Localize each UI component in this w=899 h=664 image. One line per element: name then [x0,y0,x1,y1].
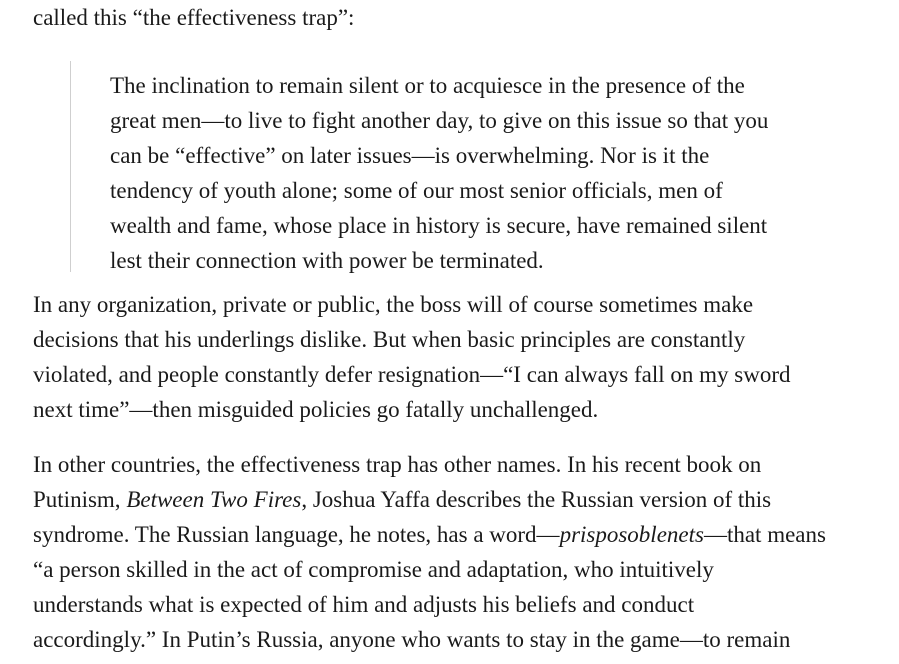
text-segment: Putinism, [33,487,127,512]
article-body [33,0,883,657]
paragraph-organization [33,287,883,427]
russian-term: prisposoblenets [559,522,704,547]
book-title: Between Two Fires [126,487,302,512]
text-line: understands what is expected of him and adjusts his beliefs and conduct [33,592,695,617]
text-line: called this “the effectiveness trap”: [33,5,355,30]
block-quote [70,61,883,272]
text-segment: , Joshua Yaffa describes the Russian version of this [301,487,772,512]
lead-line [33,0,883,35]
text-line: next time”—then misguided policies go fatally unchallenged. [33,397,599,422]
quote-line: wealth and fame, whose place in history is secure, have remained silent [110,213,768,238]
text-line [33,482,883,517]
text-line [33,517,883,552]
quote-line: lest their connection with power be terminated. [110,248,544,273]
text-line: accordingly.” In Putin’s Russia, anyone who wants to stay in the game—to remain [33,627,791,652]
quote-line: can be “effective” on later issues—is overwhelming. Nor is it the [110,143,710,168]
text-line: decisions that his underlings dislike. But when basic principles are constantly [33,327,746,352]
text-line: In other countries, the effectiveness trap has other names. In his recent book on [33,452,762,477]
text-segment: —that means [703,522,826,547]
text-line: violated, and people constantly defer resignation—“I can always fall on my sword [33,362,791,387]
quote-line: The inclination to remain silent or to acquiesce in the presence of the [110,73,745,98]
text-segment: syndrome. The Russian language, he notes, has a word— [33,522,560,547]
quote-line: great men—to live to fight another day, to give on this issue so that you [110,108,769,133]
text-line: “a person skilled in the act of compromise and adaptation, who intuitively [33,557,714,582]
quote-line: tendency of youth alone; some of our most senior officials, men of [110,178,723,203]
paragraph-other-countries [33,447,883,657]
text-line: In any organization, private or public, the boss will of course sometimes make [33,292,754,317]
